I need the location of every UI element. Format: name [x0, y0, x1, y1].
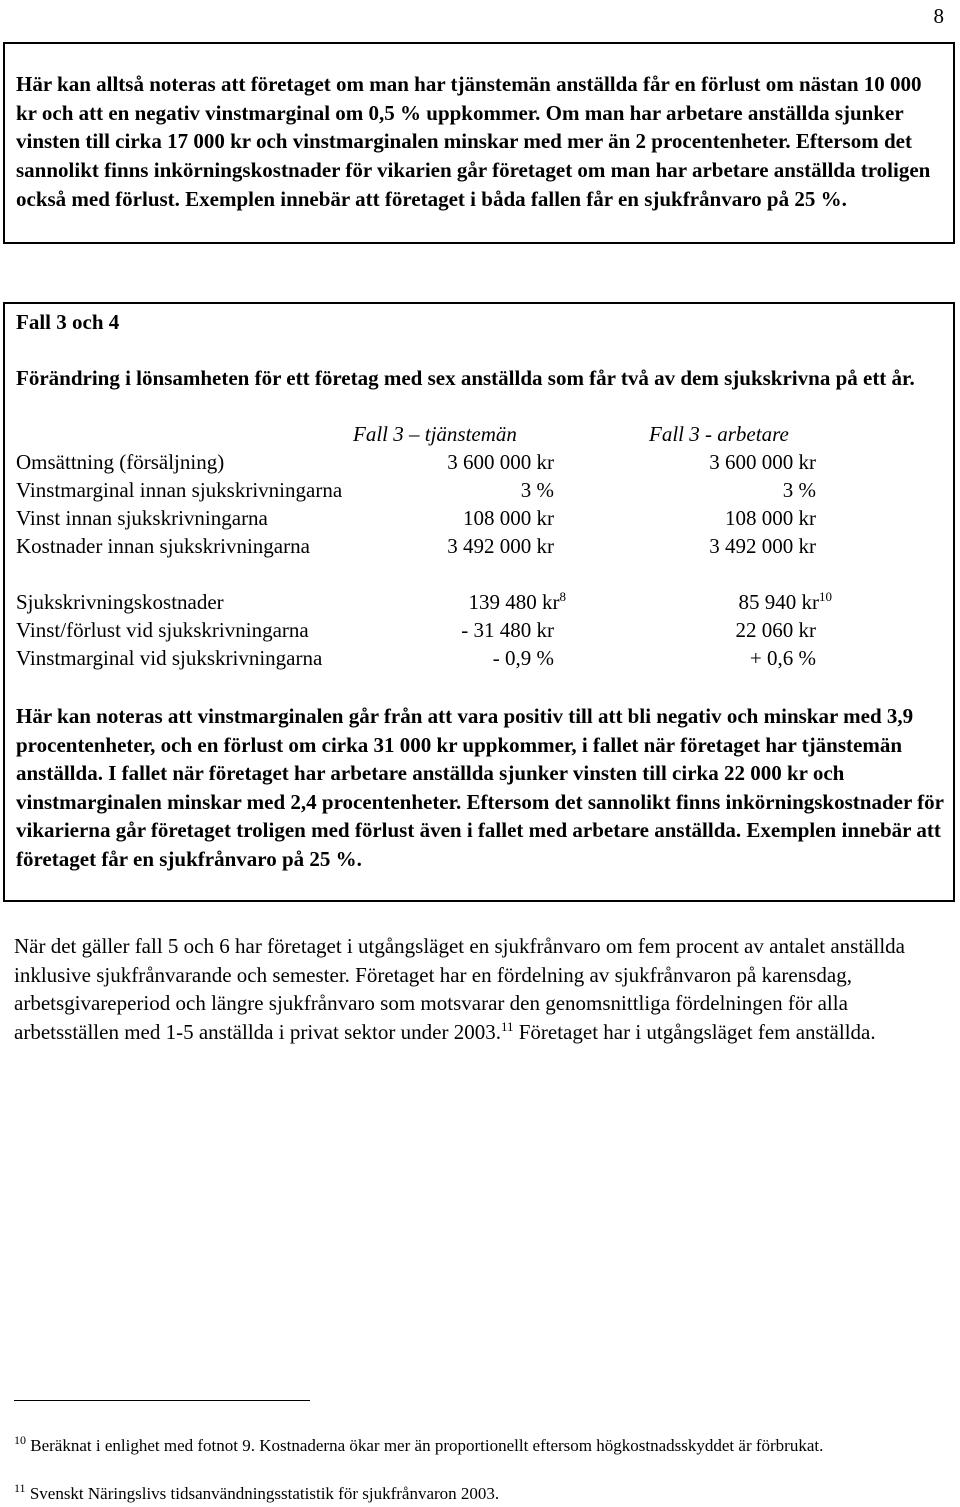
value-tjansteman: 108 000 kr	[463, 506, 554, 530]
paragraph-text: När det gäller fall 5 och 6 har företaget i utgångsläget en sjukfrånvaro om fem procent av antalet anställda inklusive sjukfrånvarande och semester. Företaget har en fördelning av sjukfrånvaron på karensdag, arbetsgivareperiod och längre sjukfrånvaro som motsvarar den genomsnittliga fördelningen för alla arbetsställen med 1-5 anställda i privat sektor under 2003.	[14, 934, 905, 1045]
summary-text: Här kan alltså noteras att företaget om man har tjänstemän anställda får en förlust om nästan 10 000 kr och att en negativ vinstmarginal om 0,5 % uppkommer. Om man har arbetare anställda sjunker vinsten till cirka 17 000 kr och vinstmarginalen minskar med mer än 2 procentenheter. Eftersom det sannolikt finns inkörningskostnader för vikarien går företaget om man har arbetare anställda troligen också med förlust. Exemplen innebär att företaget i båda fallen får en sjukfrånvaro på 25 %.	[16, 72, 931, 211]
value-arbetare: 3 %	[782, 478, 816, 502]
table-row	[16, 646, 946, 674]
table-row	[16, 618, 946, 646]
footnote-11	[14, 1482, 914, 1507]
table-row	[16, 534, 946, 562]
value-arbetare: 3 492 000 kr	[709, 534, 816, 558]
summary-box-fall-1-2	[3, 42, 955, 244]
column-header-tjansteman: Fall 3 – tjänstemän	[353, 422, 517, 446]
row-label: Vinstmarginal innan sjukskrivningarna	[16, 478, 343, 502]
value-arbetare: 3 600 000 kr	[709, 450, 816, 474]
body-paragraph	[14, 932, 934, 1050]
footnote-text: Beräknat i enlighet med fotnot 9. Kostnaderna ökar mer än proportionellt eftersom högkostnadsskyddet är förbrukat.	[26, 1436, 824, 1455]
table-row	[16, 478, 946, 506]
page-number: 8	[933, 4, 944, 28]
value-tjansteman	[469, 590, 567, 615]
footnote-number: 10	[14, 1433, 26, 1447]
footnote-ref: 10	[819, 589, 832, 604]
footnote-text: Svenskt Näringslivs tidsanvändningsstatistik för sjukfrånvaron 2003.	[25, 1484, 500, 1503]
value-arbetare: 22 060 kr	[735, 618, 816, 642]
table-row	[16, 506, 946, 534]
footnote-10	[14, 1434, 914, 1459]
box-heading: Fall 3 och 4	[16, 310, 120, 334]
fall-3-4-box	[3, 302, 955, 902]
row-label: Omsättning (försäljning)	[16, 450, 225, 474]
value-arbetare: + 0,6 %	[749, 646, 816, 670]
value-tjansteman: 3 %	[520, 478, 554, 502]
value-arbetare	[739, 590, 833, 615]
footnote-number: 11	[14, 1481, 26, 1495]
column-header-arbetare: Fall 3 - arbetare	[649, 422, 789, 446]
value-tjansteman: 3 492 000 kr	[447, 534, 554, 558]
value-tjansteman: 3 600 000 kr	[447, 450, 554, 474]
row-label: Vinstmarginal vid sjukskrivningarna	[16, 646, 323, 670]
value-text: 139 480 kr	[468, 590, 560, 614]
table-row	[16, 450, 946, 478]
row-label: Sjukskrivningskostnader	[16, 590, 224, 614]
value-tjansteman: - 31 480 kr	[461, 618, 554, 642]
row-label: Kostnader innan sjukskrivningarna	[16, 534, 310, 558]
footnote-ref: 8	[559, 589, 566, 604]
box-subheading: Förändring i lönsamheten för ett företag med sex anställda som får två av dem sjukskrivna på ett år.	[16, 366, 915, 390]
conclusion-text: Här kan noteras att vinstmarginalen går från att vara positiv till att bli negativ och minskar med 3,9 procentenheter, och en förlust om cirka 31 000 kr uppkommer, i fallet när företaget har tjänstemän anställda. I fallet när företaget har arbetare anställda sjunker vinsten till cirka 22 000 kr och vinstmarginalen minskar med 2,4 procentenheter. Eftersom det sannolikt finns inkörningskostnader för vikarierna går företaget troligen med förlust även i fallet med arbetare anställda. Exemplen innebär att företaget får en sjukfrånvaro på 25 %.	[16, 704, 944, 871]
value-text: 85 940 kr	[738, 590, 819, 614]
footnote-divider	[14, 1400, 310, 1401]
value-tjansteman: - 0,9 %	[492, 646, 554, 670]
value-arbetare: 108 000 kr	[725, 506, 816, 530]
footnote-ref: 11	[500, 1019, 514, 1035]
row-label: Vinst/förlust vid sjukskrivningarna	[16, 618, 309, 642]
paragraph-text-end: Företaget har i utgångsläget fem anställda.	[513, 1020, 876, 1045]
table-row	[16, 590, 946, 618]
row-label: Vinst innan sjukskrivningarna	[16, 506, 268, 530]
